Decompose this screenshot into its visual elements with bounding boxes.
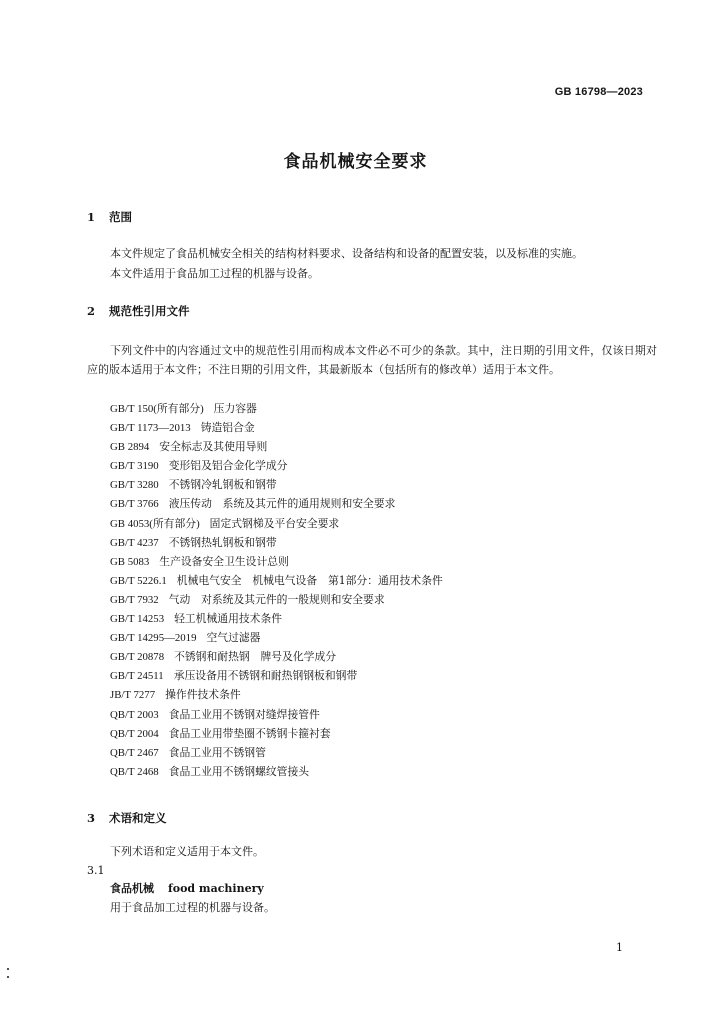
margin-mark [7,968,9,970]
reference-code: GB/T 7932 [110,593,159,606]
reference-code: GB/T 3280 [110,479,159,492]
reference-title: 安全标志及其使用导则 [159,440,268,454]
reference-item [110,762,443,781]
reference-item [110,724,443,743]
reference-item [110,514,443,533]
terms-intro: 下列术语和定义适用于本文件。 [110,845,264,858]
section-number: 3 [87,811,96,825]
reference-item [110,590,443,609]
normative-intro: 下列文件中的内容通过文中的规范性引用而构成本文件必不可少的条款。其中，注日期的引用文件，仅该日期对应的版本适用于本文件；不注日期的引用文件，其最新版本（包括所有的修改单）适用于本文件。 [87,344,657,376]
page-number: 1 [616,941,623,954]
reference-code: GB/T 150(所有部分) [110,403,204,415]
reference-item [110,609,443,628]
term-chinese: 食品机械 [110,882,154,895]
reference-title: 机械电气安全 机械电气设备 第1部分：通用技术条件 [176,573,443,587]
reference-title: 食品工业用不锈钢管 [168,745,266,759]
reference-title: 固定式钢梯及平台安全要求 [209,516,340,530]
reference-code: GB 2894 [110,441,150,454]
reference-title: 空气过滤器 [206,631,261,645]
term-definition: 用于食品加工过程的机器与设备。 [110,901,275,914]
reference-item [110,685,443,704]
reference-code: GB/T 24511 [110,670,164,683]
reference-title: 变形铝及铝合金化学成分 [168,459,288,473]
reference-title: 不锈钢热轧钢板和钢带 [168,535,277,549]
reference-title: 压力容器 [213,402,257,415]
scope-line-1: 本文件规定了食品机械安全相关的结构材料要求、设备结构和设备的配置安装，以及标准的实施。 [110,247,583,260]
reference-code: GB/T 14253 [110,613,165,626]
reference-code: QB/T 2003 [110,708,159,721]
reference-item [110,552,443,571]
reference-item [110,743,443,762]
section-title: 规范性引用文件 [109,304,190,318]
reference-title: 铸造铝合金 [200,421,255,435]
term-name [110,880,264,898]
reference-item [110,418,443,437]
reference-title: 食品工业用带垫圈不锈钢卡箍衬套 [168,726,331,740]
reference-code: QB/T 2004 [110,727,159,740]
reference-item [110,437,443,456]
reference-title: 操作件技术条件 [165,688,241,702]
section-title: 范围 [109,210,132,224]
reference-code: GB/T 4237 [110,536,159,549]
reference-code: GB/T 3766 [110,498,159,511]
reference-title: 生产设备安全卫生设计总则 [159,554,289,568]
reference-title: 液压传动 系统及其元件的通用规则和安全要求 [168,497,396,511]
reference-code: QB/T 2468 [110,765,159,778]
standard-code: GB 16798—2023 [554,86,643,98]
section-3-heading [87,810,167,826]
section-title: 术语和定义 [109,811,167,825]
reference-title: 食品工业用不锈钢螺纹管接头 [168,764,310,778]
document-title: 食品机械安全要求 [283,152,428,172]
reference-item [110,475,443,494]
reference-code: GB 5083 [110,555,150,568]
reference-item [110,628,443,647]
reference-item [110,456,443,475]
reference-item [110,494,443,513]
reference-code: GB/T 14295—2019 [110,632,197,645]
reference-code: GB/T 3190 [110,460,159,473]
scope-line-2: 本文件适用于食品加工过程的机器与设备。 [110,267,319,280]
reference-code: GB/T 5226.1 [110,574,167,587]
section-1-heading [87,209,132,225]
reference-list [110,399,443,781]
reference-item [110,647,443,666]
reference-title: 食品工业用不锈钢对缝焊接管件 [168,707,320,721]
reference-code: GB/T 1173—2013 [110,422,191,435]
reference-title: 不锈钢和耐热钢 牌号及化学成分 [174,650,337,664]
section-number: 2 [87,304,96,318]
reference-code: GB 4053(所有部分) [110,517,200,530]
reference-code: JB/T 7277 [110,689,156,702]
margin-mark [7,976,9,978]
reference-code: GB/T 20878 [110,651,165,664]
reference-title: 承压设备用不锈钢和耐热钢钢板和钢带 [173,669,358,683]
reference-item [110,571,443,590]
term-number: 3.1 [87,864,105,877]
reference-code: QB/T 2467 [110,746,159,759]
reference-title: 气动 对系统及其元件的一般规则和安全要求 [168,592,385,606]
section-number: 1 [87,210,96,224]
reference-item [110,533,443,552]
term-english: food machinery [168,882,264,895]
section-2-heading [87,303,190,319]
reference-item [110,705,443,724]
reference-item [110,666,443,685]
reference-title: 不锈钢冷轧钢板和钢带 [168,478,277,492]
reference-title: 轻工机械通用技术条件 [174,612,283,626]
reference-item [110,399,443,418]
